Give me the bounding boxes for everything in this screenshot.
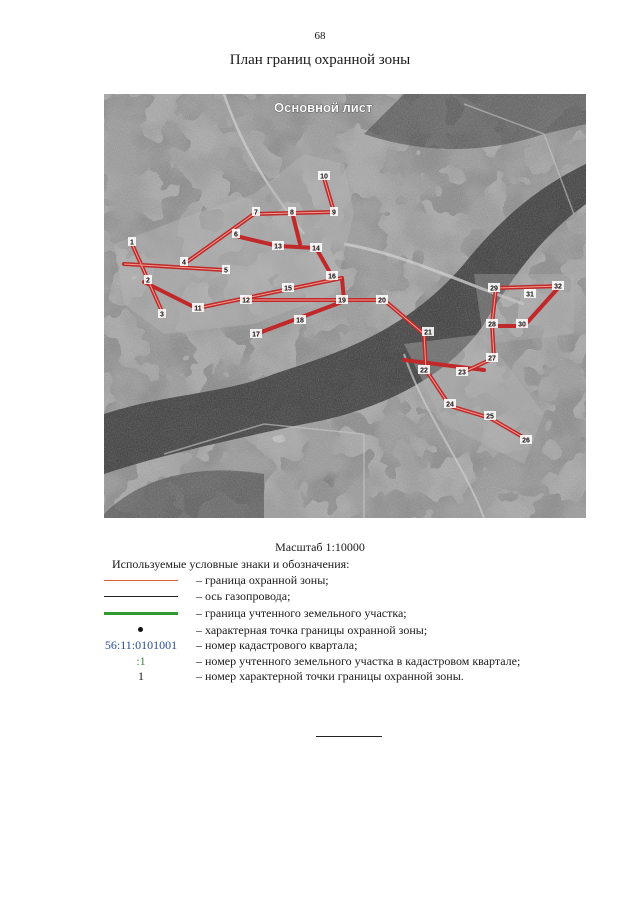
map-point-label [180, 257, 188, 267]
map-point-label [158, 309, 166, 319]
map-point-label [192, 303, 204, 313]
map-point-number: 2 [146, 277, 150, 285]
map-point-number: 10 [320, 173, 328, 181]
legend-symbol [96, 669, 186, 683]
map-point-number: 24 [446, 401, 454, 409]
map-point-label [418, 365, 430, 375]
map-point-label [336, 295, 348, 305]
map-point-number: 5 [224, 267, 228, 275]
map-point-label [516, 319, 528, 329]
map-point-label [422, 327, 434, 337]
map-point-number: 4 [182, 259, 186, 267]
map-point-label [552, 281, 564, 291]
map-point-label [488, 283, 500, 293]
legend-row-land-plot-number [96, 654, 596, 668]
legend-symbol [96, 638, 186, 652]
map-point-label [250, 329, 262, 339]
legend-text: – ось газопровода; [196, 589, 291, 603]
map-point-label [484, 411, 496, 421]
map-point-label [376, 295, 388, 305]
map-point-number: 12 [242, 297, 250, 305]
map-point-number: 29 [490, 285, 498, 293]
map-point-label [310, 243, 322, 253]
aerial-map [104, 94, 586, 518]
map-point-number: 26 [522, 437, 530, 445]
sheet-label: Основной лист [274, 100, 373, 115]
map-point-number: 19 [338, 297, 346, 305]
map-point-number: 31 [526, 291, 534, 299]
legend-text: – номер кадастрового квартала; [196, 638, 358, 652]
legend-row-point-number [96, 669, 596, 683]
map-point-number: 28 [488, 321, 496, 329]
map-point-number: 18 [296, 317, 304, 325]
end-rule [316, 736, 382, 737]
legend-symbol [96, 654, 186, 668]
map-point-number: 9 [332, 209, 336, 217]
legend-symbol [96, 606, 186, 620]
map-point-number: 7 [254, 209, 258, 217]
map-point-label [486, 319, 498, 329]
map-point-number: 21 [424, 329, 432, 337]
map-point-label [282, 283, 294, 293]
legend-row-pipeline-axis [96, 589, 596, 603]
map-point-number: 13 [274, 243, 282, 251]
map-point-number: 15 [284, 285, 292, 293]
legend-row-land-plot-border [96, 606, 596, 620]
map-point-label [272, 241, 284, 251]
map-point-number: 20 [378, 297, 386, 305]
legend-text: – граница учтенного земельного участка; [196, 606, 407, 620]
map-point-label [240, 295, 252, 305]
map-point-number: 16 [328, 273, 336, 281]
map-point-label [318, 171, 330, 181]
map-point-number: 6 [234, 231, 238, 239]
map-point-label [520, 435, 532, 445]
page-title: План границ охранной зоны [229, 52, 411, 68]
scale-label: Масштаб 1:10000 [275, 540, 365, 554]
map-point-label [486, 353, 498, 363]
map-point-number: 8 [290, 209, 294, 217]
map-point-label [222, 265, 230, 275]
green-line-symbol [104, 612, 178, 615]
map-point-number: 22 [420, 367, 428, 375]
map-point-number: 23 [458, 369, 466, 377]
legend-text: – характерная точка границы охранной зоны; [196, 623, 428, 637]
map-point-label [252, 207, 260, 217]
legend-text: – номер учтенного земельного участка в кадастровом квартале; [196, 654, 521, 668]
map-point-number: 17 [252, 331, 260, 339]
map-point-label [330, 207, 338, 217]
legend-symbol [96, 573, 186, 587]
plot-number-sample: :1 [136, 654, 146, 668]
legend-text: – граница охранной зоны; [196, 573, 329, 587]
map-point-label [232, 229, 240, 239]
map-point-label [326, 271, 338, 281]
point-number-sample: 1 [138, 669, 144, 683]
map-frame [104, 94, 586, 518]
map-point-number: 25 [486, 413, 494, 421]
map-point-label [456, 367, 468, 377]
map-point-number: 27 [488, 355, 496, 363]
map-point-number: 3 [160, 311, 164, 319]
red-line-symbol [104, 580, 178, 581]
legend-row-cadastral-quarter [96, 638, 596, 652]
map-point-label [288, 207, 296, 217]
map-point-number: 1 [130, 239, 134, 247]
page-number: 68 [314, 30, 326, 42]
map-point-label [128, 237, 136, 247]
map-point-number: 11 [194, 305, 202, 313]
map-point-label [144, 275, 152, 285]
legend-symbol [96, 623, 186, 637]
black-line-symbol [104, 596, 178, 597]
map-point-number: 30 [518, 321, 526, 329]
legend-text: – номер характерной точки границы охранной зоны. [196, 669, 464, 683]
map-point-number: 32 [554, 283, 562, 291]
dot-symbol [138, 627, 143, 632]
legend-row-zone-border [96, 573, 596, 587]
legend-heading: Используемые условные знаки и обозначения: [112, 557, 350, 571]
map-point-number: 14 [312, 245, 320, 253]
cadastral-number-sample: 56:11:0101001 [104, 638, 178, 652]
map-point-label [294, 315, 306, 325]
legend-row-characteristic-point [96, 623, 596, 637]
map-point-label [444, 399, 456, 409]
map-point-label [524, 289, 536, 299]
legend-symbol [96, 589, 186, 603]
